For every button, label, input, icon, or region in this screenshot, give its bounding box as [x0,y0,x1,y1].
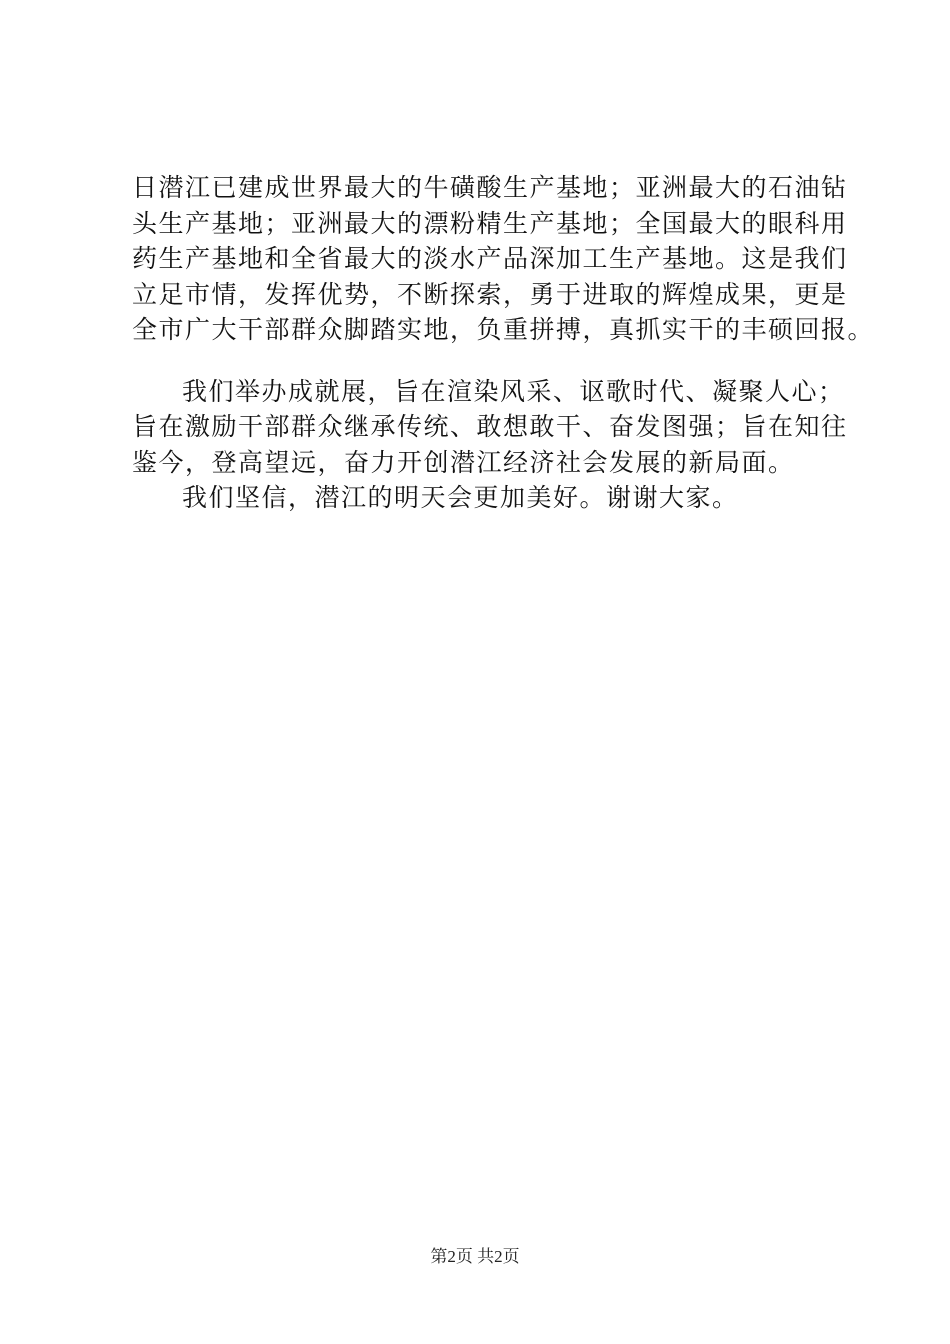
paragraph-1 [132,170,875,348]
text-line: 旨在激励干部群众继承传统、敢想敢干、奋发图强；旨在知往 [132,412,848,441]
document-body [132,170,875,516]
text-line: 日潜江已建成世界最大的牛磺酸生产基地；亚洲最大的石油钻 [132,173,848,202]
paragraph-spacer [132,348,832,374]
text-line: 我们坚信，潜江的明天会更加美好。谢谢大家。 [182,483,739,512]
text-line: 立足市情，发挥优势，不断探索，勇于进取的辉煌成果，更是 [132,279,848,309]
text-line: 头生产基地；亚洲最大的漂粉精生产基地；全国最大的眼科用 [132,208,848,238]
paragraph-3 [132,480,832,516]
text-line: 全市广大干部群众脚踏实地，负重拼搏，真抓实干的丰硕回报。 [132,315,875,344]
page-number-footer: 第2页 共2页 [430,1247,520,1266]
text-line: 药生产基地和全省最大的淡水产品深加工生产基地。这是我们 [132,244,848,273]
text-line: 我们举办成就展，旨在渲染风采、讴歌时代、凝聚人心； [182,376,845,406]
paragraph-2 [132,374,848,481]
text-line: 鉴今，登高望远，奋力开创潜江经济社会发展的新局面。 [132,447,795,477]
